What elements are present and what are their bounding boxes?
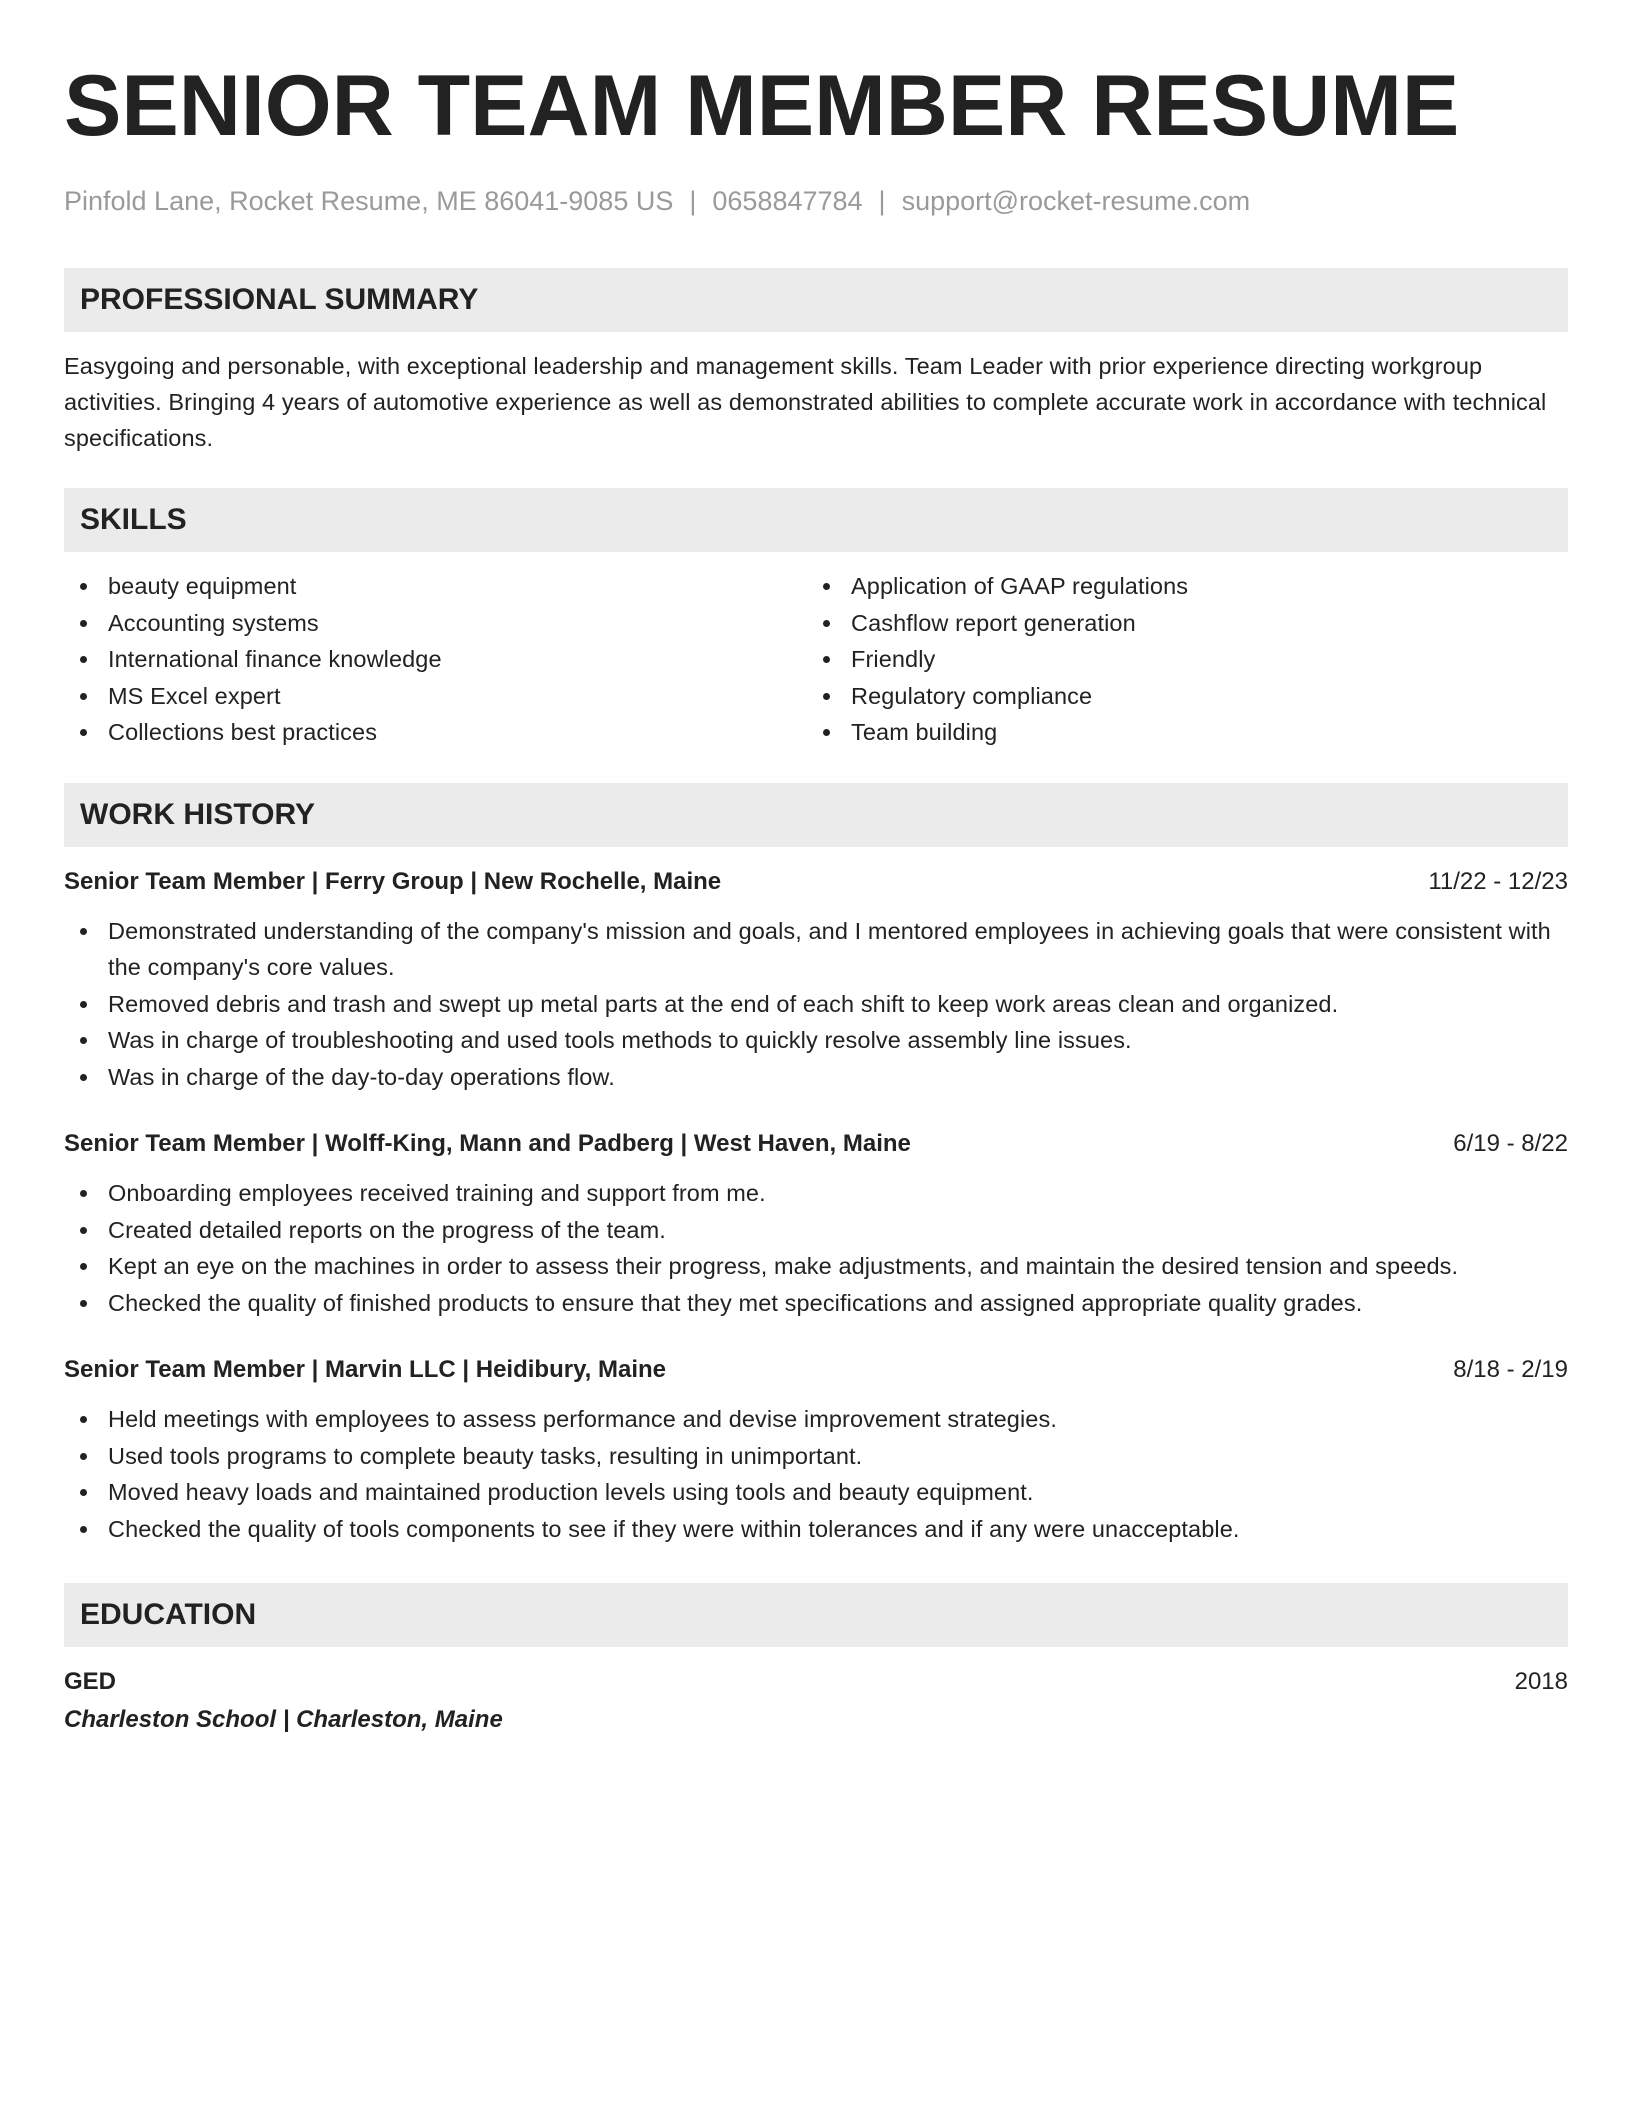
- skill-item: MS Excel expert: [64, 678, 807, 715]
- summary-text: Easygoing and personable, with exceptional leadership and management skills. Team Leader with prior experience directing workgroup activities. Bringing 4 years of automotive experience as well as demonstrated abilities to complete accurate work in accordance with technical specifications.: [64, 353, 1547, 451]
- duty-item: Was in charge of the day-to-day operations flow.: [64, 1059, 1568, 1096]
- skill-item: beauty equipment: [64, 568, 807, 605]
- job-entry: [64, 1353, 1568, 1547]
- education-degree: GED: [64, 1668, 117, 1695]
- duty-item: Checked the quality of tools components to see if they were within tolerances and if any were unacceptable.: [64, 1511, 1568, 1548]
- duty-item: Used tools programs to complete beauty tasks, resulting in unimportant.: [64, 1438, 1568, 1475]
- duty-item: Demonstrated understanding of the company's mission and goals, and I mentored employees in achieving goals that were consistent with the company's core values.: [64, 913, 1568, 986]
- skill-item: International finance knowledge: [64, 641, 807, 678]
- duty-item: Kept an eye on the machines in order to assess their progress, make adjustments, and maintain the desired tension and speeds.: [64, 1248, 1568, 1285]
- job-dates: 11/22 - 12/23: [1428, 867, 1568, 895]
- duty-item: Onboarding employees received training and support from me.: [64, 1175, 1568, 1212]
- skill-item: Regulatory compliance: [807, 678, 1550, 715]
- contact-email: support@rocket-resume.com: [901, 186, 1251, 216]
- skill-item: Accounting systems: [64, 605, 807, 642]
- skill-item: Collections best practices: [64, 714, 807, 751]
- contact-line: [64, 184, 1568, 218]
- education-entry: [64, 1665, 1568, 1699]
- job-duties: [64, 913, 1568, 1096]
- job-duties: [64, 1175, 1568, 1321]
- contact-separator: |: [878, 186, 886, 216]
- job-duties: [64, 1401, 1568, 1547]
- job-header: [64, 1353, 1568, 1387]
- skills-heading: SKILLS: [64, 488, 1568, 552]
- contact-separator: |: [689, 186, 697, 216]
- skill-item: Application of GAAP regulations: [807, 568, 1550, 605]
- education-school: Charleston School | Charleston, Maine: [64, 1706, 503, 1733]
- work-history-heading: WORK HISTORY: [64, 783, 1568, 847]
- skill-item: Team building: [807, 714, 1550, 751]
- duty-item: Checked the quality of finished products to ensure that they met specifications and assigned appropriate quality grades.: [64, 1285, 1568, 1322]
- duty-item: Removed debris and trash and swept up metal parts at the end of each shift to keep work areas clean and organized.: [64, 986, 1568, 1023]
- skills-column-left: [64, 568, 807, 751]
- skill-item: Cashflow report generation: [807, 605, 1550, 642]
- contact-address: Pinfold Lane, Rocket Resume, ME 86041-9085 US: [64, 186, 674, 216]
- job-title: Senior Team Member | Marvin LLC | Heidibury, Maine: [64, 1356, 666, 1383]
- education-year: 2018: [1514, 1668, 1568, 1695]
- skills-list: [64, 568, 1568, 751]
- job-dates: 6/19 - 8/22: [1453, 1130, 1568, 1157]
- contact-phone: 0658847784: [712, 186, 863, 216]
- job-entry: [64, 865, 1568, 1096]
- skills-column-right: [807, 568, 1550, 751]
- education-heading: EDUCATION: [64, 1583, 1568, 1647]
- duty-item: Moved heavy loads and maintained production levels using tools and beauty equipment.: [64, 1474, 1568, 1511]
- job-header: [64, 865, 1568, 899]
- job-dates: 8/18 - 2/19: [1453, 1356, 1568, 1383]
- summary-heading: PROFESSIONAL SUMMARY: [64, 268, 1568, 332]
- resume-title: SENIOR TEAM MEMBER RESUME: [64, 58, 1460, 154]
- job-header: [64, 1127, 1568, 1161]
- job-entry: [64, 1127, 1568, 1321]
- duty-item: Was in charge of troubleshooting and used tools methods to quickly resolve assembly line issues.: [64, 1022, 1568, 1059]
- duty-item: Held meetings with employees to assess performance and devise improvement strategies.: [64, 1401, 1568, 1438]
- skill-item: Friendly: [807, 641, 1550, 678]
- job-title: Senior Team Member | Ferry Group | New Rochelle, Maine: [64, 867, 722, 895]
- duty-item: Created detailed reports on the progress of the team.: [64, 1212, 1568, 1249]
- job-title: Senior Team Member | Wolff-King, Mann and Padberg | West Haven, Maine: [64, 1130, 911, 1157]
